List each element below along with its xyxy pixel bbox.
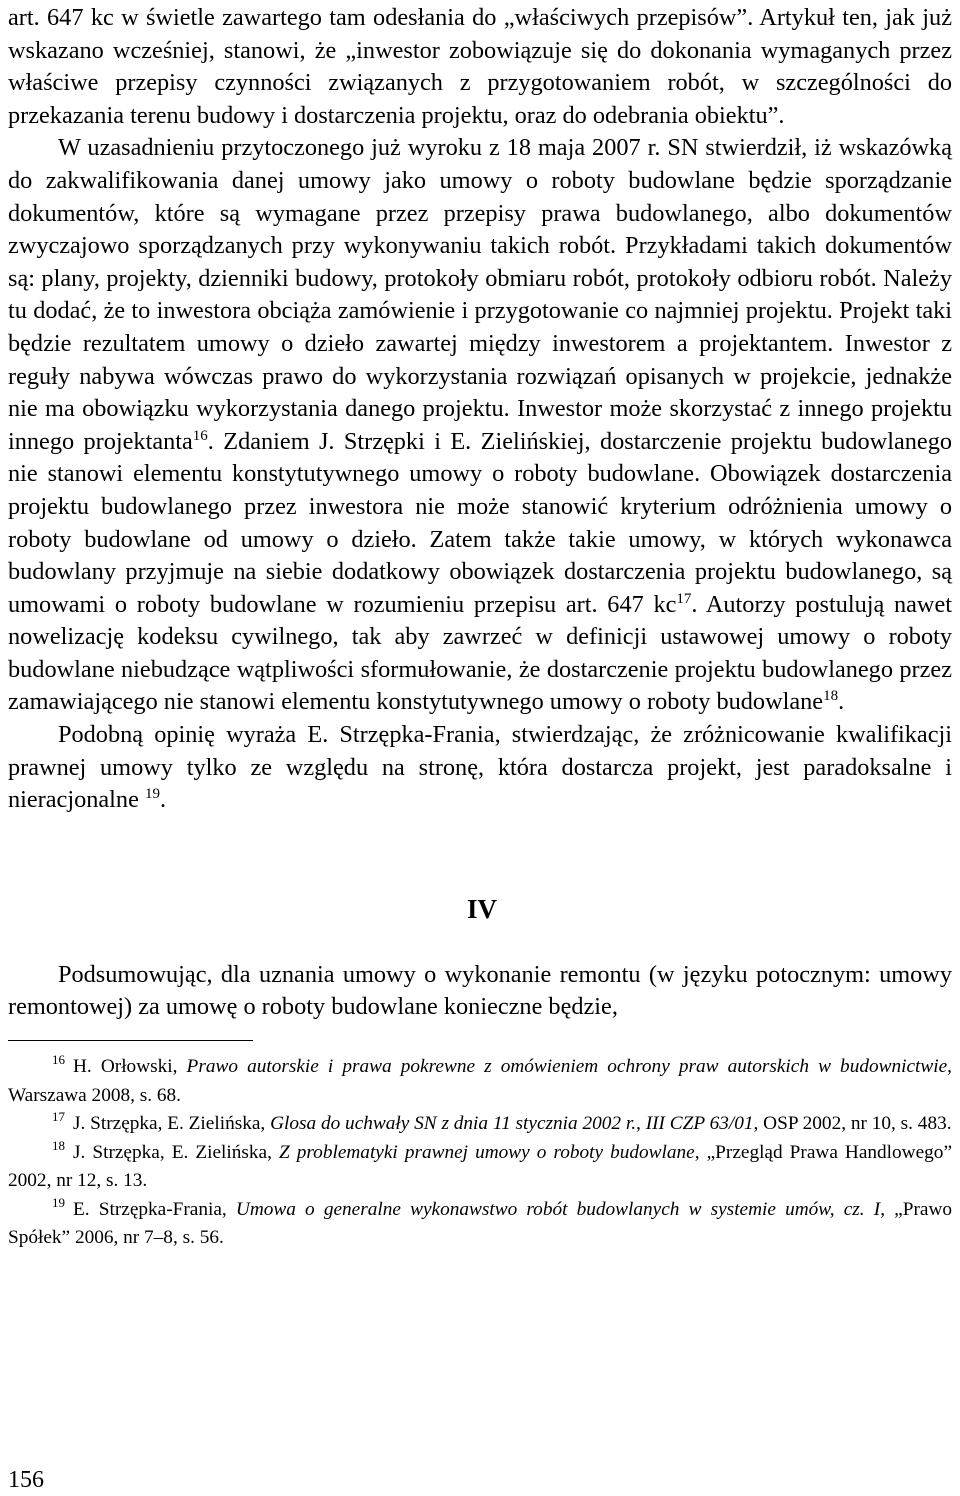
body-paragraph-3: [8, 719, 952, 817]
footnote-ref-18[interactable]: 18: [823, 688, 839, 705]
footnote-title: Prawo autorskie i prawa pokrewne z omówieniem ochrony praw autorskich w budownictwie: [186, 1056, 948, 1078]
section-heading: IV: [466, 893, 497, 924]
footnote-author: J. Strzępka, E. Zielińska,: [73, 1141, 279, 1163]
footnote-source: , „Przegląd Prawa Handlowego” 2002, nr 12, s. 13.: [8, 1141, 953, 1192]
paragraph-text: W uzasadnieniu przytoczonego już wyroku z 18 maja 2007 r. SN stwierdził, iż wskazówką do zakwalifikowania danej umowy jako umowy o roboty budowlane będzie sporządzanie dokumentów, które są wymagane przez przepisy prawa budowlanego, albo dokumentów zwyczajowo sporządzanych przy wykonywaniu takich robót. Przykładami takich dokumentów są: plany, projekty, dzienniki budowy, protokoły obmiaru robót, protokoły odbioru robót. Należy tu dodać, że to inwestora obciąża zamówienie i przygotowanie co najmniej projektu. Projekt taki będzie rezultatem umowy o dzieło zawartej między inwestorem a projektantem. Inwestor z reguły nabywa wówczas prawo do wykorzystania rozwiązań opisanych w projekcie, jednakże nie ma obowiązku wykorzystania danego projektu. Inwestor może skorzystać z innego projektu innego projektanta: [8, 134, 952, 455]
paragraph-text: Podsumowując, dla uznania umowy o wykonanie remontu (w języku potocznym: umowy remontowej) za umowę o roboty budowlane konieczne będzie,: [8, 960, 952, 1021]
footnote-ref-17[interactable]: 17: [676, 590, 692, 607]
page-number: 156: [8, 1467, 44, 1493]
paragraph-text: . Zdaniem J. Strzępki i E. Zielińskiej, dostarczenie projektu budowlanego nie stanowi elementu konstytutywnego umowy o roboty budowlane. Obowiązek dostarczenia projektu budowlanego przez inwestora nie może stanowić kryterium odróżnienia umowy o roboty budowlane od umowy o dzieło. Zatem także takie umowy, w których wykonawca budowlany przyjmuje na siebie dodatkowy obowiązek dostarczenia projektu budowlanego, są umowami o roboty budowlane w rozumieniu przepisu art. 647 kc: [8, 427, 952, 618]
footnote-17: [8, 1110, 952, 1139]
footnote-separator: [8, 1040, 253, 1041]
paragraph-text: Podobną opinię wyraża E. Strzępka-Frania, stwierdzając, że zróżnicowanie kwalifikacji prawnej umowy tylko ze względu na stronę, która dostarcza projekt, jest paradoksalne i nieracjonalne: [8, 721, 952, 814]
footnote-18: [8, 1139, 952, 1196]
footnote-number: 17: [52, 1109, 65, 1125]
footnote-source: , OSP 2002, nr 10, s. 483.: [753, 1113, 952, 1135]
footnotes: [8, 1053, 952, 1253]
footnote-ref-19[interactable]: 19: [144, 786, 160, 803]
footnote-author: E. Strzępka-Frania,: [73, 1198, 236, 1220]
footnote-number: 18: [52, 1137, 65, 1153]
footnote-author: J. Strzępka, E. Zielińska,: [73, 1113, 271, 1135]
footnote-title: Umowa o generalne wykonawstwo robót budowlanych w systemie umów, cz. I: [235, 1198, 881, 1220]
footnote-number: 19: [52, 1194, 65, 1210]
paragraph-text: .: [838, 688, 845, 716]
footnote-ref-16[interactable]: 16: [192, 427, 208, 444]
footnote-number: 16: [52, 1052, 65, 1068]
body-paragraph-4: [8, 959, 952, 1024]
footnote-source: , Warszawa 2008, s. 68.: [8, 1056, 952, 1106]
footnote-author: H. Orłowski,: [73, 1056, 187, 1078]
footnote-title: Z problematyki prawnej umowy o roboty budowlane: [278, 1141, 695, 1163]
paragraph-text: .: [159, 786, 167, 814]
footnote-16: [8, 1053, 952, 1110]
paragraph-text: . Autorzy postulują nawet nowelizację kodeksu cywilnego, tak aby zawrzeć w definicji ustawowej umowy o roboty budowlane niebudzące wątpliwości sformułowanie, że dostarczenie projektu budowlanego przez zamawiającego nie stanowi elementu konstytutywnego umowy o roboty budowlane: [8, 590, 953, 716]
footnote-source: , „Prawo Spółek” 2006, nr 7–8, s. 56.: [8, 1198, 953, 1249]
footnote-19: [8, 1196, 952, 1253]
paragraph-text: art. 647 kc w świetle zawartego tam odesłania do „właściwych przepisów”. Artykuł ten, jak już wskazano wcześniej, stanowi, że „inwestor zobowiązuje się do dokonania wymaganych przez właściwe przepisy czynności związanych z przygotowaniem robót, w szczególności do przekazania terenu budowy i dostarczenia projektu, oraz do odebrania obiektu”.: [8, 4, 952, 129]
body-paragraph-1: [8, 2, 952, 132]
page-body: [8, 0, 952, 1253]
footnote-title: Glosa do uchwały SN z dnia 11 stycznia 2002 r., III CZP 63/01: [270, 1113, 754, 1135]
body-paragraph-2: [8, 132, 952, 719]
